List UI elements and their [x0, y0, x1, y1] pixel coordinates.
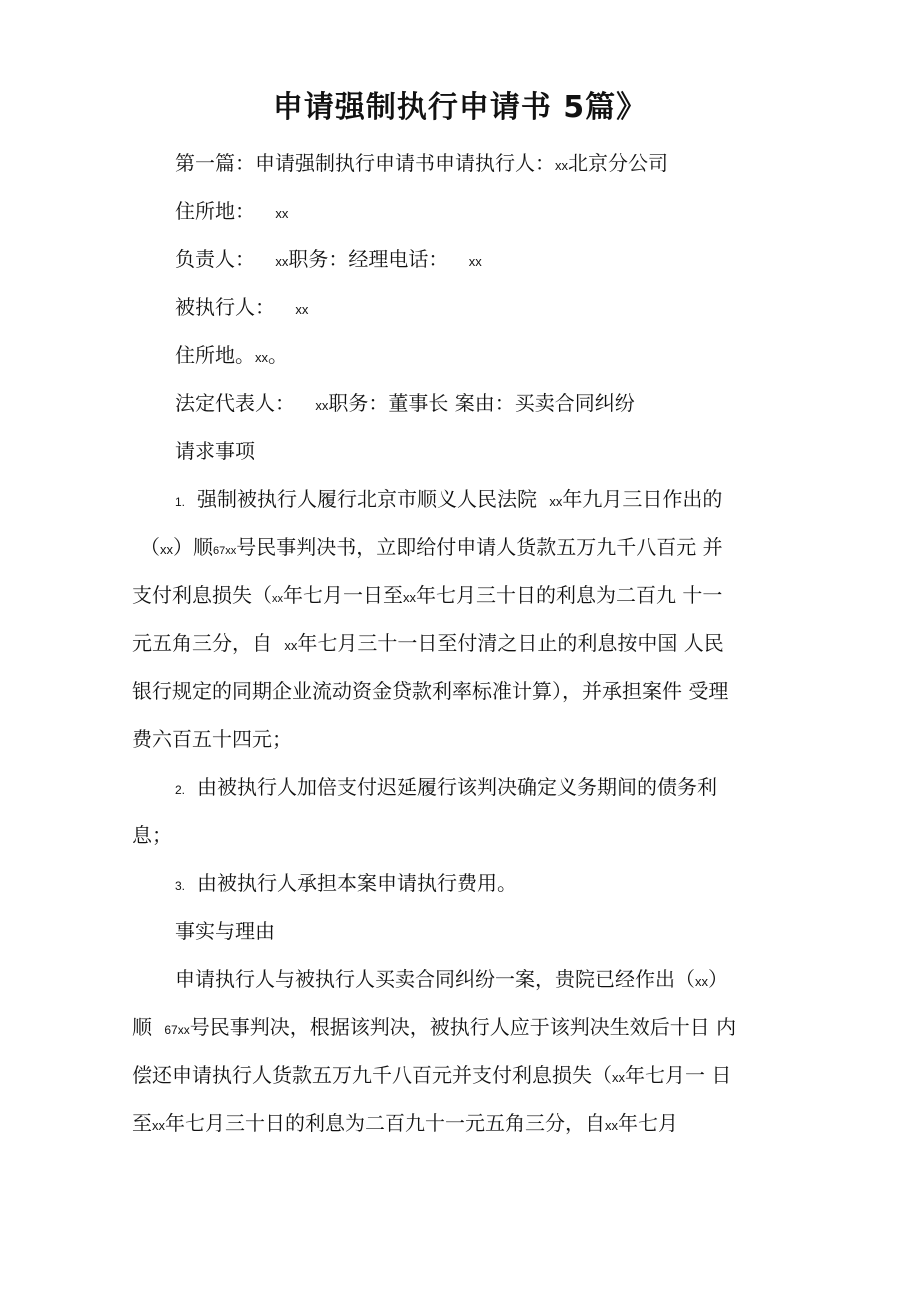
part-company: 北京分公司: [568, 151, 668, 175]
representative-label: 法定代表人：: [175, 391, 295, 415]
claim-1-l4-a: 元五角三分，自: [132, 631, 272, 655]
respondent-residence-label: 住所地。: [175, 343, 255, 367]
residence-value: xx: [275, 206, 289, 221]
person-label: 负责人：: [175, 247, 255, 271]
facts-l1-xx: xx: [695, 974, 708, 989]
claim-2-number: 2.: [175, 783, 186, 797]
facts-line-3: [132, 1060, 731, 1093]
claim-1-l2-c: ）顺: [173, 535, 213, 559]
part-label: 第一篇：申请强制执行申请书申请执行人：: [175, 151, 555, 175]
claim-1-text-a: 强制被执行人履行北京市顺义人民法院: [197, 487, 538, 511]
facts-l2-a: 顺: [132, 1015, 152, 1039]
claim-2-line-1: [175, 772, 717, 805]
respondent-residence-line: [175, 340, 288, 373]
facts-l4-xx2: xx: [605, 1118, 618, 1133]
facts-line-4: [132, 1108, 678, 1141]
claim-1-l2-e: 号民事判决书，立即给付申请人货款五万九千八百元 并: [236, 535, 723, 559]
respondent-residence-value: xx: [255, 350, 268, 365]
position-label: 职务：经理电话：: [288, 247, 449, 271]
facts-l3-xx: xx: [612, 1070, 625, 1085]
representative-value: xx: [315, 398, 329, 413]
claim-1-l3-xx2: xx: [403, 590, 416, 605]
document-title: 申请强制执行申请书 5篇》: [272, 90, 648, 125]
facts-l1-a: 申请执行人与被执行人买卖合同纠纷一案，贵院已经作出（: [175, 967, 695, 991]
claim-2-text: 由被执行人加倍支付迟延履行该判决确定义务期间的债务利: [197, 775, 718, 799]
facts-l4-a: 至: [132, 1111, 152, 1135]
residence-label: 住所地：: [175, 199, 255, 223]
respondent-residence-end: 。: [268, 343, 288, 367]
facts-l4-c: 年七月三十日的利息为二百九十一元五角三分，自: [165, 1111, 605, 1135]
facts-l2-number: 67xx: [164, 1023, 190, 1037]
respondent-label: 被执行人：: [175, 295, 275, 319]
claim-1-l2-a: （: [140, 535, 160, 559]
residence-line: [175, 196, 288, 229]
facts-l3-a: 偿还申请执行人货款五万九千八百元并支付利息损失（: [132, 1063, 612, 1087]
facts-l4-e: 年七月: [618, 1111, 678, 1135]
facts-l1-c: ）: [708, 967, 728, 991]
claim-3-number: 3.: [175, 879, 186, 893]
representative-line: [175, 388, 635, 421]
representative-rest: 职务：董事长 案由：买卖合同纠纷: [328, 391, 635, 415]
part-heading-line: [175, 148, 668, 181]
respondent-value: xx: [295, 302, 309, 317]
claim-1-l3-a: 支付利息损失（: [132, 583, 272, 607]
claim-1-number: 1.: [175, 495, 186, 509]
claim-1-l4-c: 年七月三十一日至付清之日止的利息按中国 人民: [297, 631, 724, 655]
claim-1-line-3: [132, 580, 722, 614]
facts-line-1: [175, 964, 728, 997]
facts-heading: 事实与理由: [175, 919, 275, 943]
respondent-line: [175, 292, 308, 325]
claim-1-text-c: 年九月三日作出的: [562, 487, 723, 511]
claim-1-l4-xx: xx: [284, 638, 298, 653]
claim-1-l2-number: 67xx: [213, 545, 237, 557]
claim-1-line-1: [175, 484, 722, 517]
claim-1-line-6: 费六百五十四元；: [132, 727, 292, 751]
facts-l2-c: 号民事判决，根据该判决，被执行人应于该判决生效后十日 内: [189, 1015, 737, 1039]
claim-3-text: 由被执行人承担本案申请执行费用。: [197, 871, 518, 895]
person-value: xx: [275, 254, 289, 269]
phone-value: xx: [468, 254, 482, 269]
claim-3-line-1: [175, 868, 517, 901]
person-line: [175, 244, 482, 277]
claim-1-xx: xx: [549, 494, 563, 509]
claim-1-l3-c: 年七月一日至: [283, 583, 403, 607]
claim-1-line-2: [140, 532, 723, 566]
part-xx: xx: [555, 158, 568, 173]
facts-line-2: [132, 1012, 736, 1045]
claims-heading: 请求事项: [175, 439, 255, 463]
facts-l3-c: 年七月一 日: [625, 1063, 732, 1087]
claim-2-line-2: 息；: [132, 823, 172, 847]
claim-1-l2-xx: xx: [160, 542, 173, 557]
claim-1-l3-xx: xx: [272, 593, 283, 605]
claim-1-line-4: [132, 628, 724, 661]
claim-1-l3-e: 年七月三十日的利息为二百九 十一: [416, 583, 723, 607]
facts-l4-xx: xx: [152, 1118, 165, 1133]
claim-1-line-5: 银行规定的同期企业流动资金贷款利率标准计算），并承担案件 受理: [132, 679, 729, 703]
